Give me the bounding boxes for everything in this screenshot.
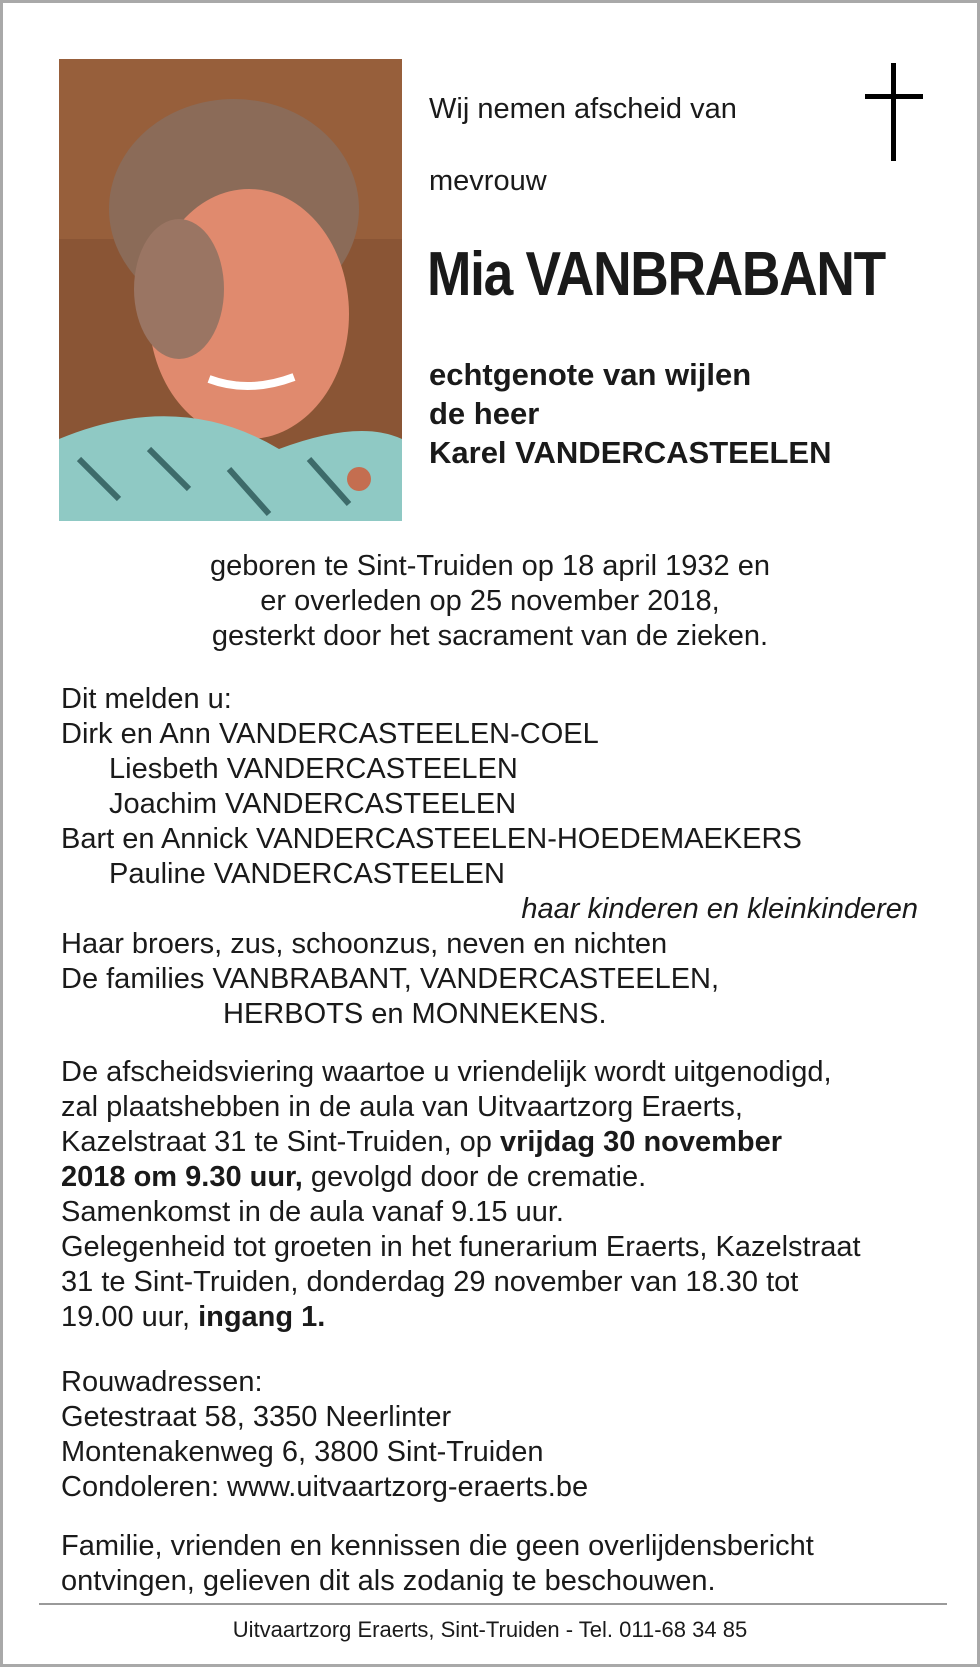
spouse-name: Karel VANDERCASTEELEN — [429, 435, 832, 470]
cross-icon — [865, 63, 923, 161]
intro-text: Wij nemen afscheid van — [429, 93, 737, 125]
death-line: er overleden op 25 november 2018, — [260, 585, 720, 617]
family-member: Bart en Annick VANDERCASTEELEN-HOEDEMAEKERS — [61, 823, 802, 855]
sacrament-line: gesterkt door het sacrament van de zieken. — [211, 620, 769, 652]
ceremony-line: Gelegenheid tot groeten in het funerarium Eraerts, Kazelstraat — [61, 1231, 861, 1263]
spouse-line: echtgenote van wijlen — [429, 357, 752, 392]
entrance-label: ingang 1. — [198, 1301, 326, 1333]
address-heading: Rouwadressen: — [61, 1366, 263, 1398]
family-heading: Dit melden u: — [61, 683, 232, 715]
deceased-name: Mia VANBRABANT — [427, 240, 885, 309]
closing-line: Familie, vrienden en kennissen die geen overlijdensbericht — [61, 1530, 814, 1562]
family-member: Haar broers, zus, schoonzus, neven en nichten — [61, 928, 668, 960]
birth-line: geboren te Sint-Truiden op 18 april 1932 en — [210, 550, 770, 582]
grandchild: Pauline VANDERCASTEELEN — [109, 858, 505, 890]
condolences-link[interactable]: Condoleren: www.uitvaartzorg-eraerts.be — [61, 1471, 589, 1503]
footer-divider — [39, 1603, 947, 1605]
ceremony-block — [61, 1055, 861, 1335]
closing-note — [61, 1529, 814, 1599]
ceremony-time: 2018 om 9.30 uur, — [61, 1161, 303, 1193]
grandchild: Joachim VANDERCASTEELEN — [109, 788, 517, 820]
footer-text: Uitvaartzorg Eraerts, Sint-Truiden - Tel. 011-68 34 85 — [232, 1617, 748, 1642]
ceremony-text: gevolgd door de crematie. — [302, 1161, 647, 1193]
honorific: mevrouw — [429, 165, 547, 197]
ceremony-line — [61, 1300, 861, 1335]
address-block — [61, 1365, 588, 1505]
spouse-block — [429, 355, 832, 472]
address-line: Getestraat 58, 3350 Neerlinter — [61, 1401, 452, 1433]
ceremony-line — [61, 1125, 861, 1160]
grandchild: Liesbeth VANDERCASTEELEN — [109, 753, 518, 785]
relation-label: haar kinderen en kleinkinderen — [521, 893, 918, 925]
ceremony-line: De afscheidsviering waartoe u vriendelijk wordt uitgenodigd, — [61, 1056, 832, 1088]
ceremony-date: vrijdag 30 november — [500, 1126, 783, 1158]
family-member: Dirk en Ann VANDERCASTEELEN-COEL — [61, 718, 599, 750]
family-member: De families VANBRABANT, VANDERCASTEELEN, — [61, 963, 720, 995]
ceremony-line — [61, 1160, 861, 1195]
closing-line: ontvingen, gelieven dit als zodanig te beschouwen. — [61, 1565, 716, 1597]
ceremony-text: 19.00 uur, — [61, 1301, 199, 1333]
family-list — [61, 682, 918, 1032]
birth-death-block — [3, 549, 977, 654]
ceremony-line: 31 te Sint-Truiden, donderdag 29 november van 18.30 tot — [61, 1266, 799, 1298]
address-line: Montenakenweg 6, 3800 Sint-Truiden — [61, 1436, 544, 1468]
portrait-photo — [59, 59, 402, 521]
ceremony-line: Samenkomst in de aula vanaf 9.15 uur. — [61, 1196, 564, 1228]
spouse-line: de heer — [429, 396, 540, 431]
ceremony-text: Kazelstraat 31 te Sint-Truiden, op — [61, 1126, 500, 1158]
ceremony-line: zal plaatshebben in de aula van Uitvaartzorg Eraerts, — [61, 1091, 743, 1123]
family-member: HERBOTS en MONNEKENS. — [223, 998, 607, 1030]
